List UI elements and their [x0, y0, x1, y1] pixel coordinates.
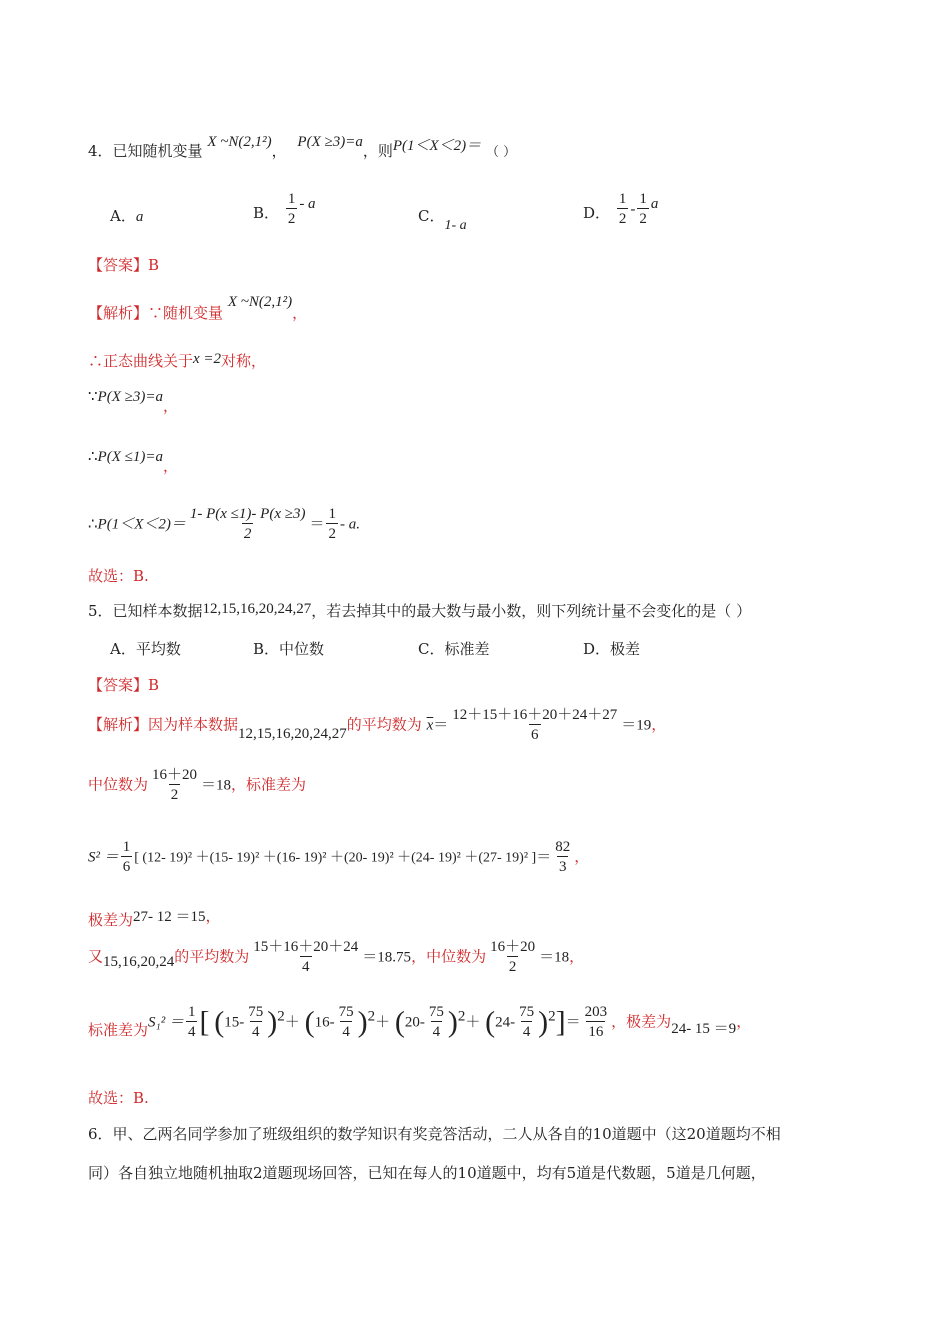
analysis-fraction-2	[326, 505, 338, 544]
option-d-var: a	[650, 195, 659, 212]
term-1-fraction	[246, 1003, 265, 1042]
frac-num: 1- P(x ≤1)- P(x ≥3)	[189, 506, 306, 522]
analysis-mid: 的平均数为	[174, 947, 250, 966]
q4-condition-2: P(X ≥3)=a	[297, 134, 363, 150]
analysis-data: 12,15,16,20,24,27	[238, 725, 347, 742]
q5-analysis-4	[88, 905, 221, 929]
variance-body: [ (12- 19)² ＋(15- 19)² ＋(16- 19)² ＋(20- 19)² ＋(24- 19)² ＋(27- 19)² ]	[134, 850, 537, 866]
analysis-fraction-2	[488, 938, 537, 977]
analysis-math: 27- 12 ＝15	[133, 909, 206, 925]
term-4-fraction	[517, 1003, 536, 1042]
analysis-math: x =2	[193, 351, 222, 367]
open-paren: (	[394, 1005, 405, 1039]
analysis-label: 【解析】	[88, 304, 149, 322]
frac-den: 4	[250, 1021, 262, 1042]
close-paren: )	[267, 1005, 278, 1039]
analysis-symbol: ∴	[88, 516, 98, 533]
q4-analysis-4	[88, 445, 178, 475]
analysis-end: ，	[651, 715, 667, 734]
plus: ＋	[375, 1014, 391, 1031]
analysis-text: 极差为	[88, 911, 134, 929]
q4-answer: 【答案】B	[88, 256, 160, 274]
option-d-fraction-2	[637, 190, 649, 229]
frac-den: 4	[431, 1021, 443, 1042]
analysis-mid: 的平均数为	[346, 715, 422, 734]
analysis-text: ∴正态曲线关于	[88, 352, 194, 370]
option-a-text: a	[135, 209, 144, 225]
plus: ＋	[284, 1014, 300, 1031]
analysis-eq: ＝	[309, 516, 325, 533]
frac-den: 4	[300, 956, 312, 977]
term-2-fraction	[337, 1003, 356, 1042]
frac-num: 1	[328, 506, 336, 522]
variance-result	[583, 1003, 610, 1042]
q5-option-c: C．标准差	[418, 640, 490, 658]
analysis-end: ，	[205, 907, 221, 925]
q4-comma: ，	[271, 142, 287, 160]
frac-num: 16＋20	[490, 939, 536, 955]
q5-analysis-6: 标准差为S₁² ＝ $\frac{1}{4}$ [ (15- $\frac{75}{4}$ )$^2$＋ (16- $\frac{75}{4}$ )$^2$＋ (20- $\frac{75}{4}$ )$^2$＋ (24- $\frac{75}{4}$ )$^2$]＝ $\frac{203}{16}$ ，极差为24- 15 ＝9，	[88, 1004, 752, 1040]
analysis-mid: ，极差为	[611, 1012, 672, 1031]
range-math: 24- 15 ＝9	[671, 1020, 737, 1037]
analysis-result: ＝18	[201, 777, 232, 794]
frac-den: 2	[169, 784, 181, 805]
variance-result	[553, 838, 572, 877]
q5-answer: 【答案】B	[88, 676, 160, 694]
frac-num: 75	[428, 1004, 444, 1020]
option-a-label: A．	[110, 207, 136, 225]
analysis-text: 中位数为	[88, 775, 149, 794]
q4-number: 4．	[88, 142, 113, 160]
frac-den: 2	[507, 956, 519, 977]
analysis-result-2: ＝18	[539, 949, 570, 966]
analysis-label: 【解析】	[88, 715, 149, 734]
analysis-fraction	[251, 938, 360, 977]
term-3: 20-	[404, 1014, 425, 1031]
option-d-minus: -	[630, 201, 636, 218]
frac-den: 6	[121, 856, 133, 877]
q4-analysis-1	[88, 294, 308, 323]
option-b-label: B．	[253, 203, 280, 222]
frac-num: 75	[338, 1004, 354, 1020]
q5-option-a: A．平均数	[110, 640, 181, 658]
analysis-end: ，	[162, 457, 178, 475]
option-c-text: 1- a	[444, 218, 467, 233]
frac-num: 82	[555, 839, 571, 855]
analysis-text: 又	[88, 947, 104, 966]
analysis-result: ＝18.75	[362, 949, 412, 966]
q6-line-1: 6．甲、乙两名同学参加了班级组织的数学知识有奖竞答活动，二人从各自的10道题中（这20道题均不相	[88, 1125, 781, 1143]
q5-stem	[88, 600, 751, 621]
close-paren: )	[447, 1005, 458, 1039]
frac-num: 75	[519, 1004, 535, 1020]
analysis-math: P(X ≤1)=a	[97, 449, 163, 465]
option-b-fraction	[286, 190, 298, 229]
frac-den: 16	[586, 1021, 605, 1042]
frac-den: 6	[529, 724, 541, 745]
option-b-rest: - a	[299, 195, 316, 212]
frac-den: 2	[617, 208, 629, 229]
analysis-symbol: ∴	[88, 449, 98, 465]
frac-num: 1	[639, 191, 647, 207]
analysis-text: 因为样本数据	[148, 715, 239, 734]
frac-num: 16＋20	[152, 767, 198, 783]
close-bracket: ]	[555, 1005, 566, 1039]
variance-fraction	[121, 838, 133, 877]
variance-lhs: S₁² ＝	[148, 1014, 184, 1031]
option-d-fraction-1	[617, 190, 629, 229]
analysis-fraction	[150, 766, 199, 805]
term-4: 24-	[495, 1014, 516, 1031]
open-bracket: [	[199, 1005, 210, 1039]
analysis-symbol: ∵	[88, 389, 98, 405]
q4-ask: P(1＜X＜2)＝	[392, 138, 482, 154]
q4-condition-1: X ~N(2,1²)	[207, 134, 272, 150]
q5-data: 12,15,16,20,24,27	[202, 601, 312, 617]
analysis-end: ，	[292, 304, 308, 322]
frac-num: 15＋16＋20＋24	[253, 939, 359, 955]
term-2: 16-	[314, 1014, 335, 1031]
q4-option-a	[110, 205, 143, 226]
analysis-lhs: P(1＜X＜2)＝	[97, 516, 186, 533]
analysis-end: 对称，	[221, 352, 267, 370]
q5-choose: 故选：B.	[88, 1089, 149, 1107]
xbar-symbol: $\overline{x}$	[426, 717, 434, 734]
frac-den: 4	[521, 1021, 533, 1042]
frac-den: 3	[557, 856, 569, 877]
analysis-tail: - a.	[339, 516, 360, 533]
term-1: 15-	[224, 1014, 245, 1031]
analysis-end: ，	[574, 847, 590, 866]
analysis-end: ，标准差为	[231, 775, 307, 794]
frac-num: 1	[287, 191, 296, 207]
variance-eq: ＝	[565, 1014, 581, 1031]
option-c-label: C．	[418, 207, 445, 225]
q4-then: ，则	[362, 142, 393, 160]
q4-option-c	[418, 205, 467, 233]
frac-num: 1	[187, 1004, 196, 1020]
frac-num: 1	[122, 839, 131, 855]
close-paren: )	[538, 1005, 549, 1039]
q5-analysis-1	[88, 706, 666, 745]
analysis-data: 15,16,20,24	[103, 953, 175, 970]
frac-den: 4	[340, 1021, 352, 1042]
frac-den: 2	[326, 523, 338, 544]
q4-option-d	[583, 190, 658, 229]
variance-lhs: S² ＝	[88, 849, 119, 866]
plus: ＋	[465, 1014, 481, 1031]
frac-den: 2	[637, 208, 649, 229]
frac-den: 4	[186, 1021, 198, 1042]
analysis-end: ，	[736, 1012, 752, 1031]
q5-option-b: B．中位数	[253, 640, 325, 658]
q6-line-2: 同）各自独立地随机抽取2道题现场回答，已知在每人的10道题中，均有5道是代数题，5道是几何题，	[88, 1164, 766, 1182]
q4-option-b	[253, 190, 316, 229]
variance-fraction	[186, 1003, 198, 1042]
q4-analysis-5	[88, 505, 360, 544]
variance-eq: ＝	[536, 849, 552, 866]
q5-analysis-2	[88, 766, 306, 805]
analysis-mid-2: ，中位数为	[411, 947, 487, 966]
q5-stem-prefix: 5．已知样本数据	[88, 602, 203, 620]
q4-analysis-2	[88, 350, 266, 371]
q5-option-d: D．极差	[583, 640, 641, 658]
q4-analysis-3	[88, 385, 178, 415]
open-paren: (	[485, 1005, 496, 1039]
analysis-fraction	[188, 505, 308, 544]
analysis-math: P(X ≥3)=a	[97, 389, 163, 405]
analysis-text: ∵随机变量	[148, 304, 224, 322]
close-paren: )	[357, 1005, 368, 1039]
analysis-fraction	[450, 706, 619, 745]
frac-den: 2	[286, 208, 298, 229]
frac-num: 1	[618, 191, 627, 207]
frac-num: 75	[248, 1004, 264, 1020]
analysis-end: ，	[569, 947, 585, 966]
q4-choose: 故选：B.	[88, 567, 149, 585]
analysis-result: ＝19	[621, 717, 652, 734]
open-paren: (	[214, 1005, 225, 1039]
term-3-fraction	[427, 1003, 446, 1042]
analysis-math: X ~N(2,1²)	[227, 294, 293, 310]
frac-num: 12＋15＋16＋20＋24＋27	[452, 707, 618, 723]
analysis-text: 标准差为	[88, 1020, 149, 1039]
frac-num: 203	[584, 1004, 608, 1020]
open-paren: (	[304, 1005, 315, 1039]
q4-stem	[88, 134, 517, 161]
analysis-eq: ＝	[433, 717, 449, 734]
q4-stem-prefix: 已知随机变量	[112, 142, 203, 160]
q5-analysis-3	[88, 838, 589, 877]
q4-blank: （ ）	[485, 145, 517, 160]
q5-analysis-5	[88, 938, 584, 977]
frac-den: 2	[242, 523, 254, 544]
q5-stem-suffix: ，若去掉其中的最大数与最小数，则下列统计量不会变化的是（ ）	[311, 602, 752, 620]
analysis-end: ，	[162, 397, 178, 415]
option-d-label: D．	[583, 203, 611, 222]
